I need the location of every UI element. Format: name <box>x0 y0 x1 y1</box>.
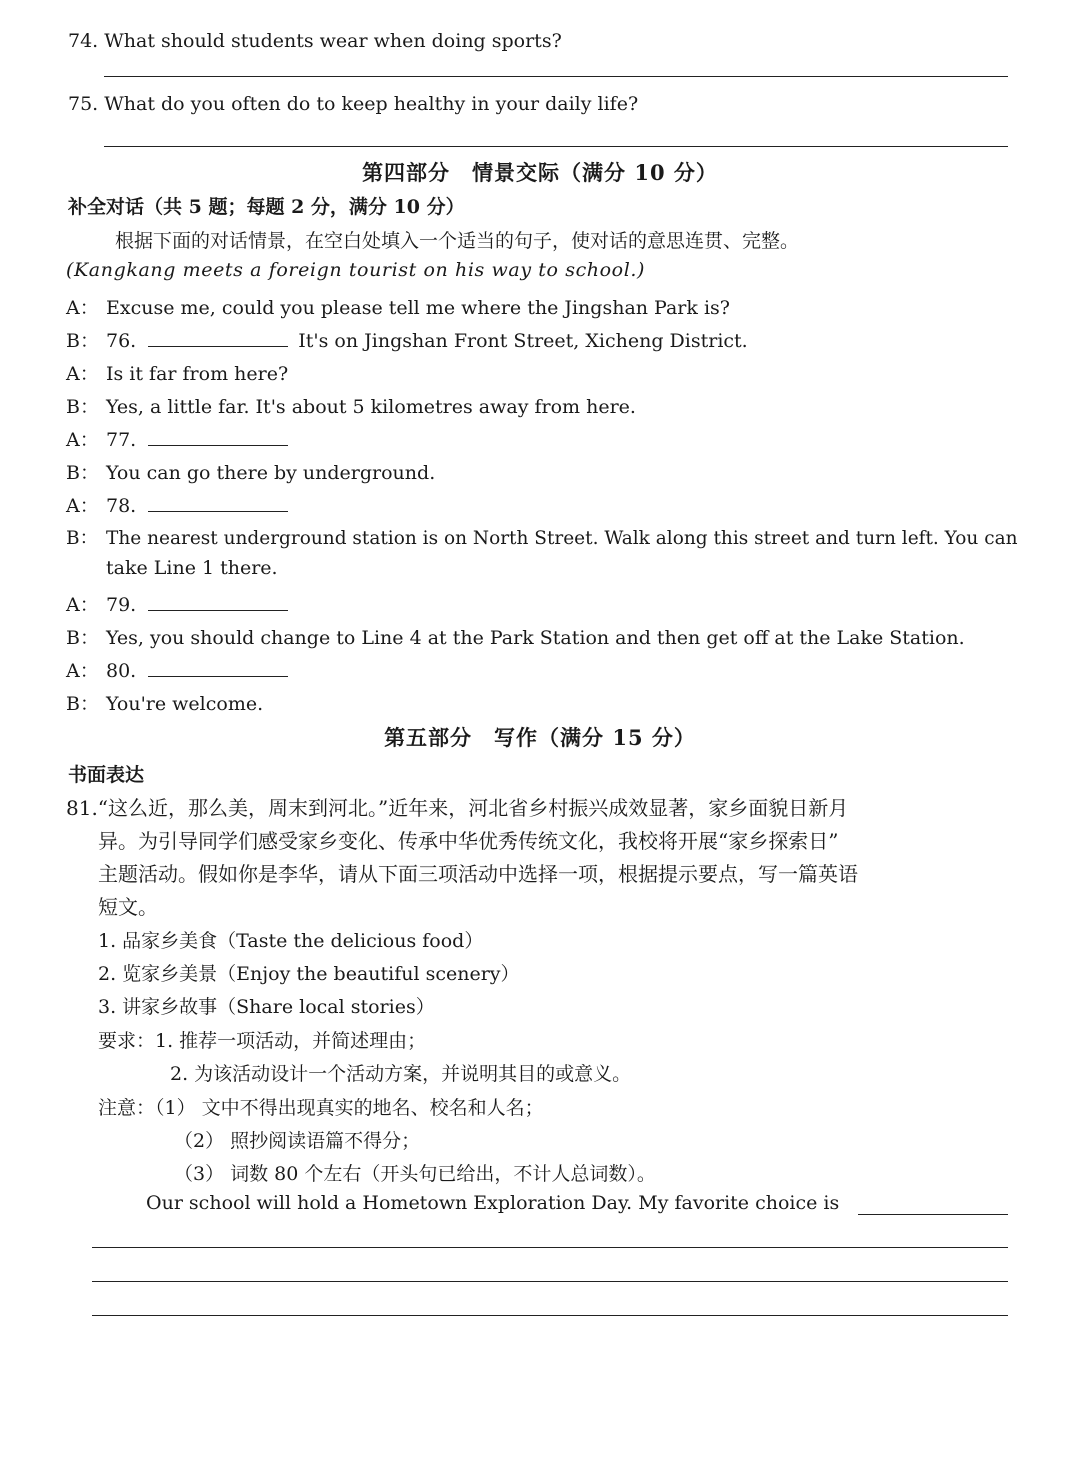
dialogue-line <box>66 425 288 452</box>
dialogue-text: It's on Jingshan Front Street, Xicheng District. <box>298 330 748 352</box>
activity-option: 2. 览家乡美景（Enjoy the beautiful scenery） <box>98 963 520 985</box>
answer-blank-79[interactable] <box>148 592 288 611</box>
requirement-line: 2. 为该活动设计一个活动方案，并说明其目的或意义。 <box>170 1063 632 1085</box>
dialogue-line <box>66 689 263 716</box>
dialogue-text: Is it far from here? <box>106 363 289 385</box>
writing-line[interactable] <box>92 1281 1008 1282</box>
dialogue-line <box>66 623 965 650</box>
dialogue-line <box>66 656 288 683</box>
question-74: 74. What should students wear when doing sports? <box>68 30 562 52</box>
dialogue-line <box>66 590 288 617</box>
question-number: 79. <box>106 594 137 616</box>
question-number: 80. <box>106 660 137 682</box>
part5-subheading: 书面表达 <box>68 764 145 786</box>
dialogue-text: Excuse me, could you please tell me where the Jingshan Park is? <box>106 297 730 319</box>
speaker-label: A： <box>66 297 99 319</box>
dialogue-text: Yes, a little far. It's about 5 kilometres away from here. <box>106 396 636 418</box>
dialogue-continuation: take Line 1 there. <box>106 557 278 579</box>
answer-line-74[interactable] <box>104 76 1008 77</box>
dialogue-line <box>66 326 748 353</box>
speaker-label: B： <box>66 693 99 715</box>
speaker-label: B： <box>66 330 99 352</box>
speaker-label: A： <box>66 429 99 451</box>
part4-heading: 第四部分 情景交际（满分 10 分） <box>362 160 718 185</box>
dialogue-line <box>66 524 1018 550</box>
part4-instruction: 根据下面的对话情景，在空白处填入一个适当的句子，使对话的意思连贯、完整。 <box>115 230 800 252</box>
answer-blank-80[interactable] <box>148 658 288 677</box>
speaker-label: A： <box>66 660 99 682</box>
speaker-label: B： <box>66 528 99 549</box>
question-75: 75. What do you often do to keep healthy in your daily life? <box>68 93 639 115</box>
answer-blank-76[interactable] <box>148 328 288 347</box>
speaker-label: B： <box>66 396 99 418</box>
dialogue-line <box>66 359 288 386</box>
dialogue-line <box>66 392 636 419</box>
speaker-label: B： <box>66 627 99 649</box>
speaker-label: A： <box>66 363 99 385</box>
answer-blank-78[interactable] <box>148 493 288 512</box>
note-line: 注意：（1） 文中不得出现真实的地名、校名和人名； <box>98 1097 544 1119</box>
dialogue-line <box>66 293 730 320</box>
part5-heading: 第五部分 写作（满分 15 分） <box>384 725 696 750</box>
prompt-line: 81.“这么近，那么美，周末到河北。”近年来，河北省乡村振兴成效显著，家乡面貌日新月 <box>66 796 849 820</box>
prompt-line: 短文。 <box>98 895 158 919</box>
note-line: （3） 词数 80 个左右（开头句已给出，不计人总词数）。 <box>174 1163 656 1185</box>
writing-line[interactable] <box>92 1315 1008 1316</box>
speaker-label: A： <box>66 495 99 517</box>
writing-line[interactable] <box>92 1247 1008 1248</box>
dialogue-text: You can go there by underground. <box>106 462 436 484</box>
dialogue-text: You're welcome. <box>106 693 264 715</box>
question-number: 76. <box>106 330 137 352</box>
writing-blank[interactable] <box>858 1214 1008 1215</box>
dialogue-text: The nearest underground station is on North Street. Walk along this street and turn left. You can <box>106 528 1018 549</box>
activity-option: 1. 品家乡美食（Taste the delicious food） <box>98 930 484 952</box>
part4-subheading: 补全对话（共 5 题；每题 2 分，满分 10 分） <box>68 196 465 218</box>
question-number: 78. <box>106 495 137 517</box>
dialogue-text: Yes, you should change to Line 4 at the Park Station and then get off at the Lake Station. <box>106 627 965 649</box>
dialogue-line <box>66 491 288 518</box>
dialogue-context: (Kangkang meets a foreign tourist on his way to school.) <box>66 259 646 281</box>
prompt-line: 主题活动。假如你是李华，请从下面三项活动中选择一项，根据提示要点，写一篇英语 <box>98 862 858 886</box>
question-number: 77. <box>106 429 137 451</box>
activity-option: 3. 讲家乡故事（Share local stories） <box>98 996 435 1018</box>
note-line: （2） 照抄阅读语篇不得分； <box>174 1130 421 1152</box>
prompt-line: 异。为引导同学们感受家乡变化、传承中华优秀传统文化，我校将开展“家乡探索日” <box>98 829 839 853</box>
speaker-label: A： <box>66 594 99 616</box>
requirement-line: 要求：1. 推荐一项活动，并简述理由； <box>98 1030 427 1052</box>
answer-blank-77[interactable] <box>148 427 288 446</box>
answer-line-75[interactable] <box>104 146 1008 147</box>
speaker-label: B： <box>66 462 99 484</box>
dialogue-line <box>66 458 435 485</box>
opening-sentence: Our school will hold a Hometown Exploration Day. My favorite choice is <box>146 1192 840 1214</box>
